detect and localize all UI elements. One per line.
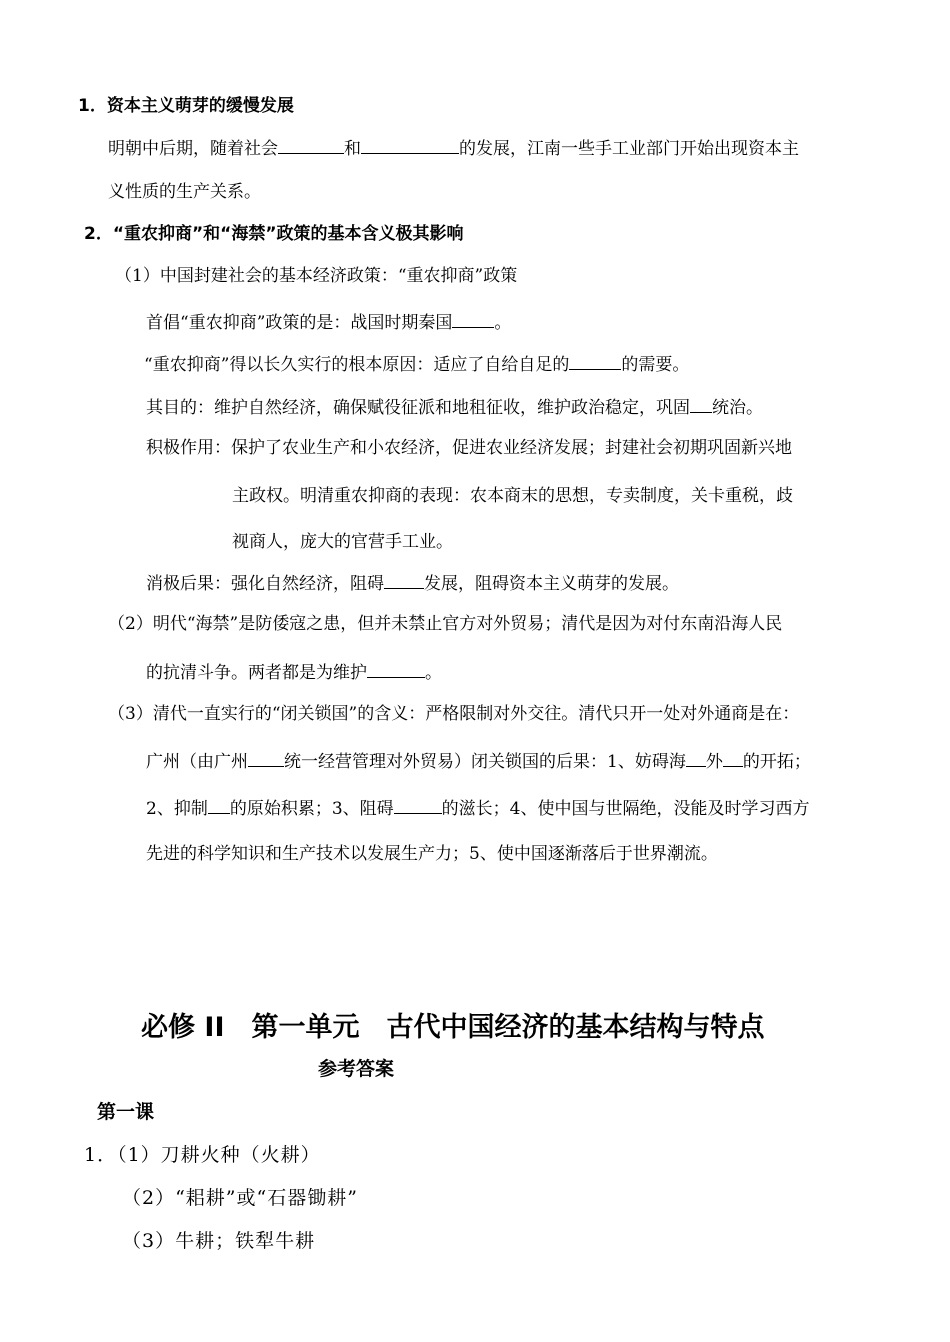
text-segment: 的原始积累；3、阻碍 bbox=[229, 799, 394, 819]
purpose-line bbox=[146, 394, 763, 420]
text-segment: 。 bbox=[494, 313, 512, 333]
text-segment: 的滋长；4、使中国与世隔绝，没能及时学习西方 bbox=[441, 799, 810, 819]
fill-blank[interactable] bbox=[278, 135, 344, 154]
text-segment: 广州（由广州 bbox=[146, 752, 248, 772]
answer-title: 必修 II 第一单元 古代中国经济的基本结构与特点 bbox=[141, 1012, 765, 1043]
text-segment: 的抗清斗争。两者都是为维护 bbox=[146, 663, 367, 683]
text-segment: 的开拓； bbox=[742, 752, 811, 772]
fill-blank[interactable] bbox=[248, 748, 284, 767]
fill-blank[interactable] bbox=[367, 659, 425, 678]
subsection-2-line1: （2）明代“海禁”是防倭寇之患，但并未禁止官方对外贸易；清代是因为对付东南沿海人民 bbox=[108, 614, 783, 634]
subsection-3-line2 bbox=[146, 748, 811, 774]
positive-effect-line3: 视商人，庞大的官营手工业。 bbox=[232, 532, 453, 552]
text-segment: 首倡“重农抑商”政策的是：战国时期秦国 bbox=[146, 313, 453, 333]
answer-subtitle: 参考答案 bbox=[318, 1058, 395, 1080]
section1-line1 bbox=[108, 135, 799, 161]
text-segment: 明朝中后期，随着社会 bbox=[108, 139, 278, 159]
text-segment: 2、抑制 bbox=[146, 799, 208, 819]
answer-item-1: 1．（1）刀耕火种（火耕） bbox=[84, 1144, 321, 1166]
negative-effect-line bbox=[146, 570, 679, 596]
fill-blank[interactable] bbox=[394, 795, 442, 814]
text-segment: 统治。 bbox=[712, 398, 763, 418]
reason-line bbox=[144, 351, 689, 377]
text-segment: 其目的：维护自然经济，确保赋役征派和地租征收，维护政治稳定，巩固 bbox=[146, 398, 690, 418]
answer-item-3: （3）牛耕；铁犁牛耕 bbox=[122, 1230, 316, 1252]
text-segment: 和 bbox=[344, 139, 361, 159]
text-segment: “重农抑商”得以长久实行的根本原因：适应了自给自足的 bbox=[144, 355, 570, 375]
section1-line2: 义性质的生产关系。 bbox=[108, 182, 261, 202]
text-segment: 的发展，江南一些手工业部门开始出现资本主 bbox=[459, 139, 799, 159]
positive-effect-line1: 积极作用：保护了农业生产和小农经济，促进农业经济发展；封建社会初期巩固新兴地 bbox=[146, 438, 792, 458]
fill-blank[interactable] bbox=[361, 135, 459, 154]
fill-blank[interactable] bbox=[384, 570, 424, 589]
subsection-1: （1）中国封建社会的基本经济政策：“重农抑商”政策 bbox=[115, 266, 518, 286]
text-segment: 统一经营管理对外贸易）闭关锁国的后果：1、妨碍海 bbox=[284, 752, 686, 772]
section-heading-1: 1．资本主义萌芽的缓慢发展 bbox=[78, 96, 294, 116]
text-segment: 的需要。 bbox=[621, 355, 690, 375]
fill-blank[interactable] bbox=[690, 394, 712, 413]
subsection-3-line4: 先进的科学知识和生产技术以发展生产力；5、使中国逐渐落后于世界潮流。 bbox=[146, 844, 718, 864]
fill-blank[interactable] bbox=[208, 795, 230, 814]
text-segment: 外 bbox=[705, 752, 723, 772]
subsection-3-line1: （3）清代一直实行的“闭关锁国”的含义：严格限制对外交往。清代只开一处对外通商是在： bbox=[108, 704, 800, 724]
fill-blank[interactable] bbox=[686, 748, 706, 767]
positive-effect-line2: 主政权。明清重农抑商的表现：农本商末的思想，专卖制度，关卡重税，歧 bbox=[232, 486, 793, 506]
subsection-2-line2 bbox=[146, 659, 442, 685]
fill-blank[interactable] bbox=[452, 309, 494, 328]
text-segment: 。 bbox=[425, 663, 442, 683]
fill-blank[interactable] bbox=[723, 748, 743, 767]
lesson-heading: 第一课 bbox=[97, 1101, 155, 1123]
section-heading-2: 2．“重农抑商”和“海禁”政策的基本含义极其影响 bbox=[84, 224, 464, 244]
advocate-line bbox=[146, 309, 511, 335]
fill-blank[interactable] bbox=[569, 351, 621, 370]
subsection-3-line3 bbox=[146, 795, 809, 821]
text-segment: 消极后果：强化自然经济，阻碍 bbox=[146, 574, 384, 594]
text-segment: 发展，阻碍资本主义萌芽的发展。 bbox=[424, 574, 679, 594]
answer-item-2: （2）“耜耕”或“石器锄耕” bbox=[122, 1187, 358, 1209]
